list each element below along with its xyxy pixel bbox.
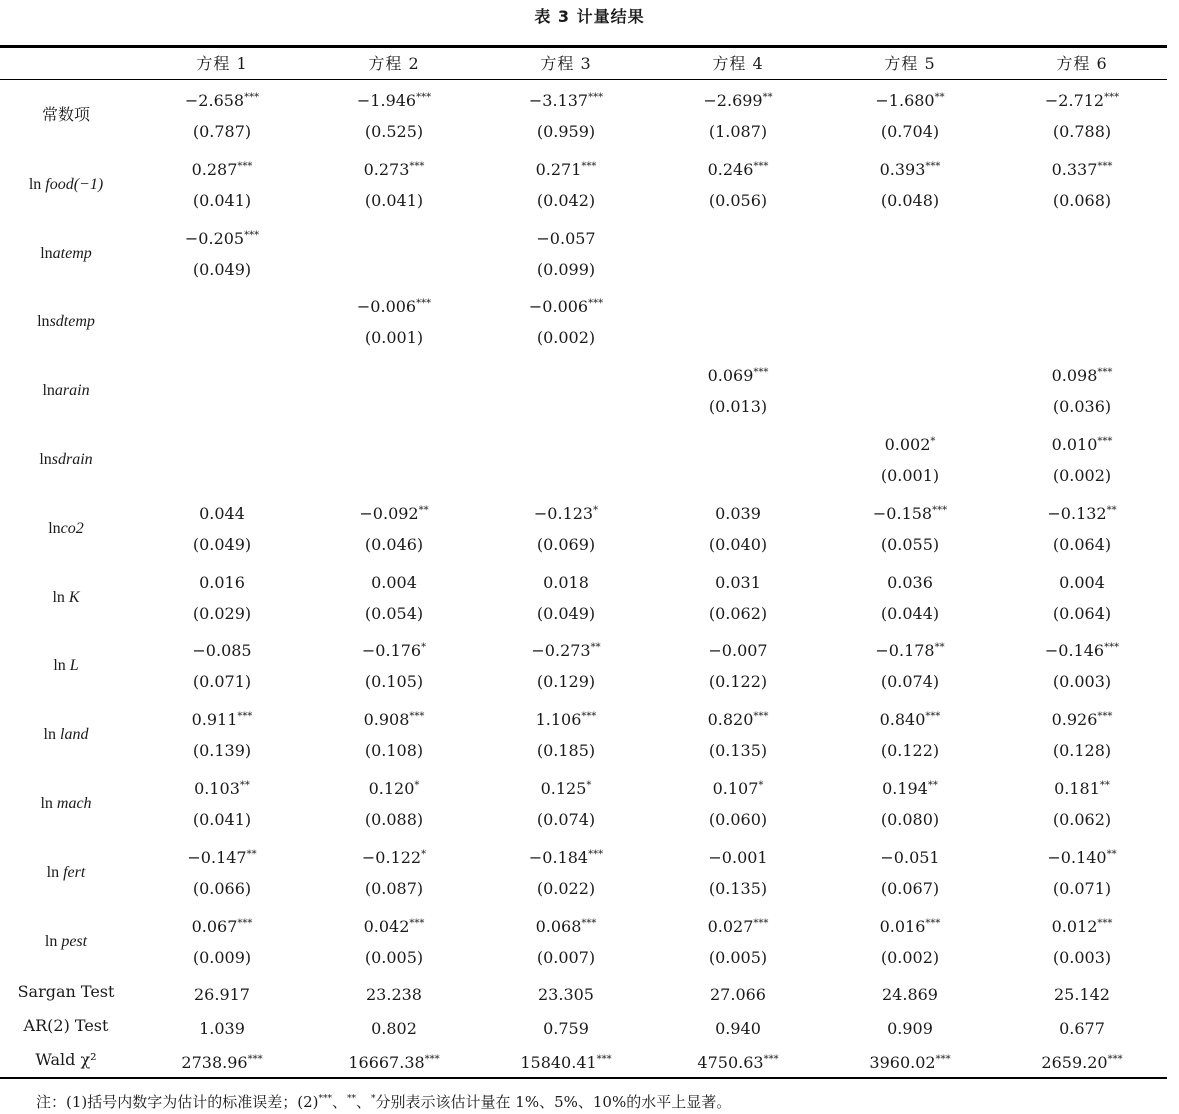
se-cell: (0.036) [1052,397,1112,417]
coef-cell: 0.337*** [1051,159,1113,179]
coef-cell: 0.004 [371,572,417,592]
se-cell: (0.105) [364,672,424,692]
coef-cell: −1.946*** [356,91,432,110]
se-cell [309,464,479,488]
stat-cell: 3960.02*** [869,1053,951,1072]
coef-cell [653,430,823,454]
coef-cell: 0.820*** [707,710,769,730]
coef-cell: −1.680** [875,91,945,110]
coef-cell: −0.273** [531,641,601,661]
top-rule [0,45,1167,48]
coef-cell [137,361,307,385]
row-label: ln L [53,657,79,675]
se-cell: (0.055) [880,534,940,554]
stat-cell: 24.869 [882,985,938,1004]
se-cell: (0.007) [536,947,596,967]
coef-cell: −0.122* [361,847,427,867]
se-cell: (0.135) [708,878,768,898]
coef-cell: 1.106*** [535,710,597,730]
stat-cell: 0.909 [887,1019,933,1038]
coef-cell [481,430,651,454]
se-cell [825,395,995,419]
coef-cell [825,361,995,385]
row-label: lnsdtemp [37,313,95,331]
coef-cell: 0.044 [199,503,245,523]
se-cell: (0.080) [880,810,940,829]
stat-cell: 0.940 [715,1019,761,1038]
coef-cell [653,224,823,248]
se-cell: (0.001) [364,328,424,348]
se-cell: (0.005) [364,947,424,967]
stat-cell: 27.066 [710,985,766,1004]
se-cell [481,464,651,488]
se-cell: (0.013) [708,397,768,417]
se-cell: (0.002) [1052,466,1112,485]
row-label: 常数项 [41,105,90,124]
coef-cell: 0.287*** [191,159,253,179]
coef-cell: −0.057 [536,228,596,248]
coef-cell: 0.031 [715,572,761,592]
stat-cell: 2738.96*** [181,1053,263,1072]
coef-cell: 0.098*** [1051,366,1113,386]
se-cell: (0.049) [536,603,596,623]
se-cell: (0.129) [536,672,596,692]
coef-cell: 0.042*** [363,916,425,936]
se-cell: (0.003) [1052,947,1112,967]
coef-cell: 0.036 [887,572,933,592]
row-label: ln mach [40,795,92,812]
stat-cell: 0.759 [543,1019,589,1038]
coef-cell: 0.103** [194,779,250,798]
coef-cell: 0.010*** [1051,435,1113,454]
row-label: lnsdrain [39,451,93,468]
se-cell: (0.064) [1052,603,1112,623]
se-cell: (0.029) [192,603,252,623]
coef-cell: −0.158*** [872,503,948,523]
se-cell [137,464,307,488]
stat-cell: 26.917 [194,985,250,1004]
se-cell: (1.087) [708,122,768,141]
se-cell [137,395,307,419]
se-cell: (0.959) [536,122,596,141]
se-cell: (0.002) [880,947,940,967]
se-cell: (0.128) [1052,741,1112,761]
row-label: lnatemp [40,244,92,262]
se-cell: (0.003) [1052,672,1112,692]
coef-cell: 0.911*** [191,710,253,730]
coef-cell: −0.006*** [356,297,432,317]
coef-cell: 0.069*** [707,366,769,386]
se-cell [653,464,823,488]
stat-label: Wald χ² [35,1050,97,1069]
coef-cell: −0.147** [187,847,257,867]
se-cell [825,326,995,350]
stat-label: Sargan Test [17,982,115,1001]
coef-cell: 0.016 [199,572,245,592]
se-cell: (0.069) [536,534,596,554]
coef-cell [309,430,479,454]
se-cell: (0.122) [708,672,768,692]
coef-cell [309,224,479,248]
se-cell: (0.074) [536,810,596,829]
se-cell [997,258,1167,282]
coef-cell: 0.039 [715,503,761,523]
se-cell: (0.067) [880,878,940,898]
se-cell: (0.108) [364,741,424,761]
coef-cell: −0.085 [192,641,252,661]
coef-cell [481,361,651,385]
se-cell: (0.062) [708,603,768,623]
se-cell: (0.049) [192,534,252,554]
se-cell [309,258,479,282]
se-cell: (0.041) [192,810,252,829]
row-label: ln fert [46,863,86,881]
coef-cell: 0.273*** [363,159,425,179]
stat-label: AR(2) Test [23,1016,109,1035]
coef-cell: 0.012*** [1051,916,1113,936]
se-cell: (0.088) [364,810,424,829]
header-rule [0,79,1167,80]
se-cell: (0.062) [1052,810,1112,829]
coef-cell: 0.194** [882,779,938,798]
se-cell: (0.066) [192,878,252,898]
se-cell: (0.042) [536,190,596,210]
se-cell: (0.005) [708,947,768,967]
coef-cell: −0.132** [1047,503,1117,523]
se-cell: (0.048) [880,190,940,210]
se-cell: (0.071) [1052,878,1112,898]
se-cell [481,395,651,419]
row-label: lnco2 [48,519,84,537]
bottom-rule [0,1077,1167,1079]
se-cell: (0.009) [192,947,252,967]
coef-cell: 0.004 [1059,572,1105,592]
stat-cell: 4750.63*** [697,1053,779,1072]
se-cell: (0.135) [708,741,768,761]
coef-cell: 0.016*** [879,916,941,936]
coef-cell [137,430,307,454]
se-cell: (0.074) [880,672,940,692]
coef-cell [997,224,1167,248]
se-cell: (0.044) [880,603,940,623]
stat-cell: 15840.41*** [520,1053,612,1072]
se-cell: (0.704) [880,122,940,141]
table-note: 注：(1)括号内数字为估计的标准误差；(2)***、**、*分别表示该估计量在 1%、5%、10%的水平上显著。 [36,1093,732,1111]
coef-cell: 0.840*** [879,710,941,730]
row-label: ln K [52,588,80,606]
coef-cell: 0.926*** [1051,710,1113,730]
coef-cell: 0.393*** [879,159,941,179]
coef-cell: −2.712*** [1044,91,1120,110]
se-cell [653,258,823,282]
se-cell [137,326,307,350]
column-header-4: 方程 4 [712,54,764,73]
row-label: ln land [43,726,89,744]
stat-cell: 25.142 [1054,985,1110,1004]
se-cell: (0.787) [192,122,252,141]
stat-cell: 23.305 [538,985,594,1004]
coef-cell [137,292,307,316]
coef-cell: −0.205*** [184,228,260,248]
se-cell: (0.068) [1052,190,1112,210]
column-header-3: 方程 3 [540,54,592,73]
se-cell [309,395,479,419]
coef-cell: 0.107* [712,779,764,798]
coef-cell: −0.176* [361,641,427,661]
se-cell: (0.139) [192,741,252,761]
se-cell: (0.788) [1052,122,1112,141]
coef-cell: −0.140** [1047,847,1117,867]
row-label: lnarain [42,382,90,400]
row-label: ln food(−1) [28,175,104,193]
coef-cell: 0.120* [368,779,420,798]
coef-cell: 0.068*** [535,916,597,936]
coef-cell [825,292,995,316]
coef-cell [653,292,823,316]
column-header-6: 方程 6 [1056,54,1108,73]
coef-cell: 0.027*** [707,916,769,936]
table-title: 表 3 计量结果 [534,7,645,26]
coef-cell: 0.271*** [535,159,597,179]
coef-cell: −3.137*** [528,91,604,110]
se-cell: (0.185) [536,741,596,761]
row-label: ln pest [44,932,88,950]
coef-cell: −2.658*** [184,91,260,110]
coef-cell: −2.699** [703,91,773,110]
coef-cell: −0.092** [359,503,429,523]
stat-cell: 0.677 [1059,1019,1105,1038]
coef-cell: 0.246*** [707,159,769,179]
se-cell: (0.054) [364,603,424,623]
coef-cell: 0.067*** [191,916,253,936]
column-header-2: 方程 2 [368,54,420,73]
coef-cell [825,224,995,248]
se-cell [825,258,995,282]
coef-cell: 0.181** [1054,779,1110,798]
se-cell: (0.122) [880,741,940,761]
se-cell: (0.049) [192,259,252,279]
stat-cell: 2659.20*** [1041,1053,1123,1072]
coef-cell: −0.184*** [528,847,604,867]
se-cell: (0.046) [364,534,424,554]
coef-cell: 0.908*** [363,710,425,730]
se-cell: (0.071) [192,672,252,692]
se-cell: (0.064) [1052,534,1112,554]
stat-cell: 16667.38*** [348,1053,440,1072]
column-header-5: 方程 5 [884,54,936,73]
se-cell: (0.060) [708,810,768,829]
se-cell: (0.002) [536,328,596,348]
coef-cell: 0.002* [884,435,936,454]
se-cell: (0.041) [364,190,424,210]
se-cell: (0.099) [536,259,596,279]
se-cell: (0.040) [708,534,768,554]
se-cell: (0.525) [364,122,424,141]
coef-cell: −0.001 [708,847,768,867]
coef-cell: 0.018 [543,572,589,592]
se-cell: (0.041) [192,190,252,210]
coef-cell [997,292,1167,316]
se-cell: (0.022) [536,878,596,898]
se-cell: (0.087) [364,878,424,898]
se-cell [653,326,823,350]
se-cell: (0.001) [880,466,940,485]
column-header-1: 方程 1 [196,54,248,73]
coef-cell: −0.123* [533,503,599,523]
se-cell: (0.056) [708,190,768,210]
coef-cell: 0.125* [540,779,592,798]
coef-cell: −0.178** [875,641,945,661]
coef-cell [309,361,479,385]
coef-cell: −0.051 [880,847,940,867]
se-cell [997,326,1167,350]
stat-cell: 0.802 [371,1019,417,1038]
coef-cell: −0.146*** [1044,641,1120,661]
stat-cell: 1.039 [199,1019,245,1038]
stat-cell: 23.238 [366,985,422,1004]
coef-cell: −0.007 [708,641,768,661]
coef-cell: −0.006*** [528,297,604,317]
